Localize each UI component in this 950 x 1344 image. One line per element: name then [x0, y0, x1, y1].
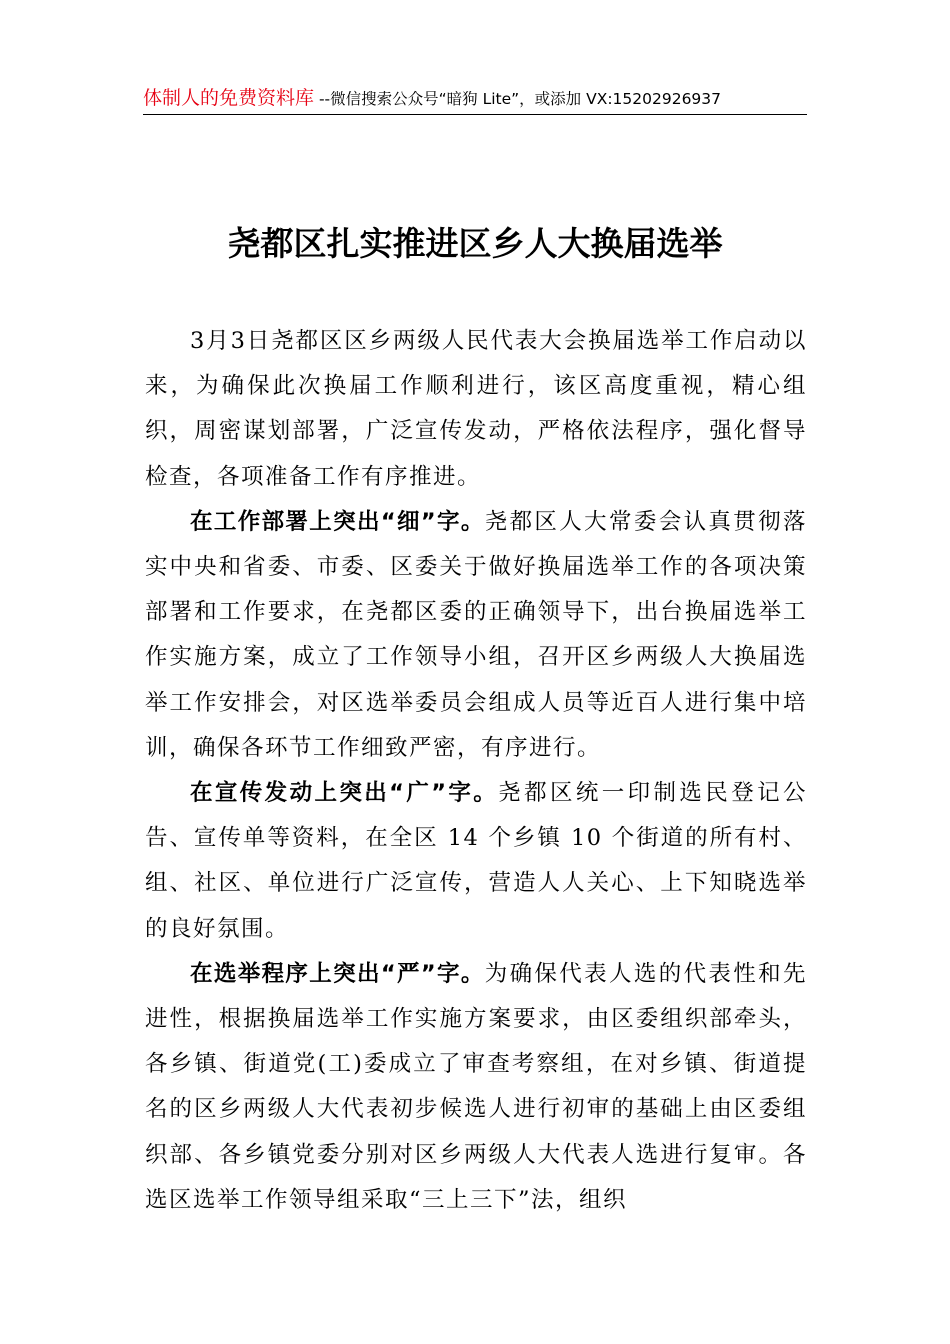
header-brand: 体制人的免费资料库: [143, 87, 315, 109]
paragraph-intro: [145, 319, 807, 500]
header-note: --微信搜索公众号“暗狗 Lite”，或添加 VX:15202926937: [314, 90, 722, 108]
paragraph-deployment: [145, 500, 807, 771]
paragraph-lead: 在工作部署上突出“细”字。: [190, 508, 485, 535]
paragraph-text: 尧都区统一印制选民登记公告、宣传单等资料，在全区 14 个乡镇 10 个街道的所有村、组、社区、单位进行广泛宣传，营造人人关心、上下知晓选举的良好氛围。: [145, 780, 807, 942]
paragraph-text: 为确保代表人选的代表性和先进性，根据换届选举工作实施方案要求，由区委组织部牵头，各乡镇、街道党(工)委成立了审查考察组，在对乡镇、街道提名的区乡两级人大代表初步候选人进行初审的基础上由区委组织部、各乡镇党委分别对区乡两级人大代表人选进行复审。各选区选举工作领导组采取“三上三下”法，组织: [145, 960, 807, 1213]
paragraph-text: 尧都区人大常委会认真贯彻落实中央和省委、市委、区委关于做好换届选举工作的各项决策部署和工作要求，在尧都区委的正确领导下，出台换届选举工作实施方案，成立了工作领导小组，召开区乡两级人大换届选举工作安排会，对区选举委员会组成人员等近百人进行集中培训，确保各环节工作细致严密，有序进行。: [145, 508, 807, 761]
paragraph-text: 3月3日尧都区区乡两级人民代表大会换届选举工作启动以来，为确保此次换届工作顺利进行，该区高度重视，精心组织，周密谋划部署，广泛宣传发动，严格依法程序，强化督导检查，各项准备工作有序推进。: [145, 328, 807, 490]
paragraph-lead: 在选举程序上突出“严”字。: [190, 960, 485, 987]
paragraph-procedure: [145, 952, 807, 1223]
paragraph-lead: 在宣传发动上突出“广”字。: [190, 780, 499, 807]
paragraph-publicity: [145, 771, 807, 952]
header-banner: [143, 84, 807, 115]
document-body: [145, 319, 807, 1223]
document-title: 尧都区扎实推进区乡人大换届选举: [227, 224, 723, 263]
